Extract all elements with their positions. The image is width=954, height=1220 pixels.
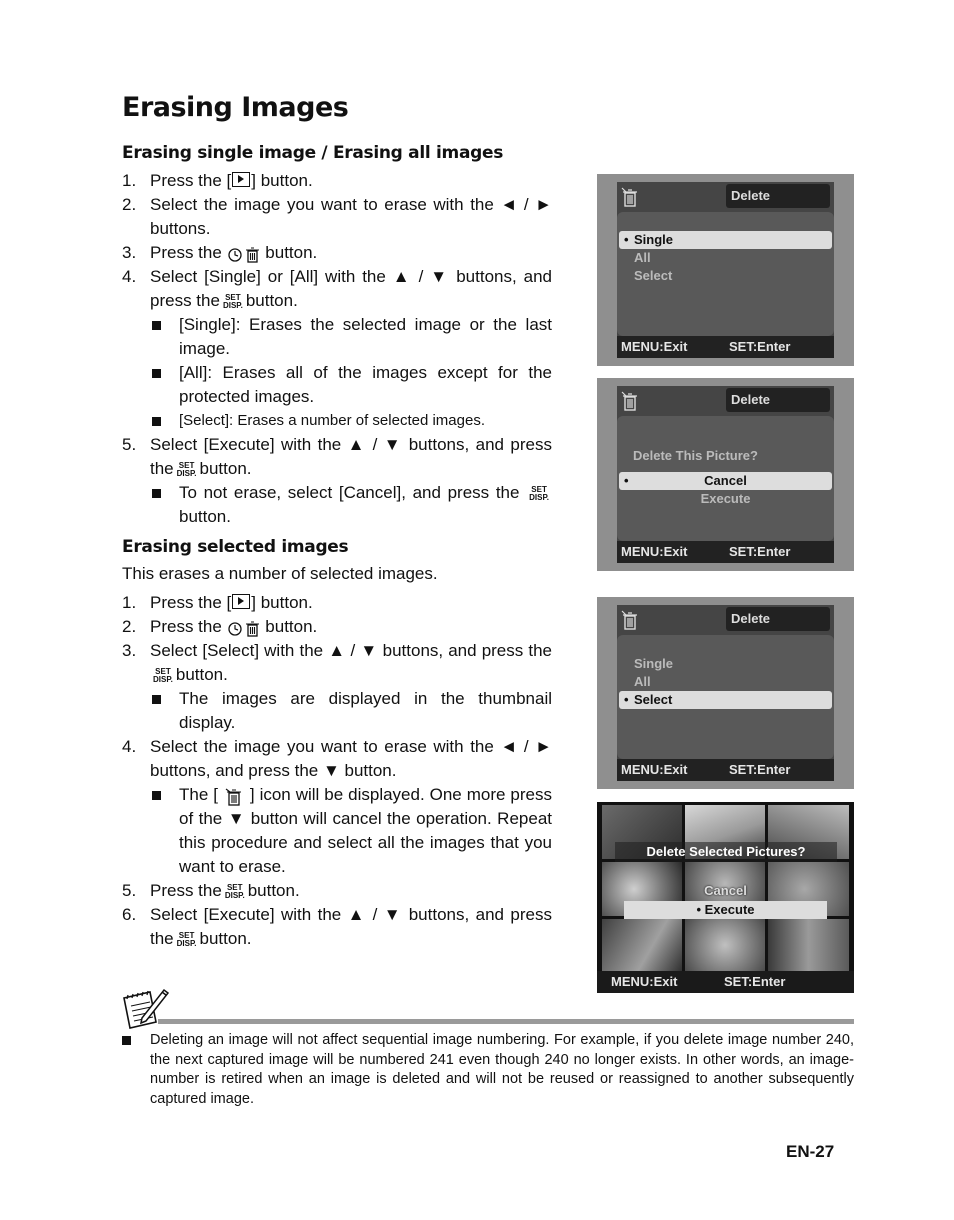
set-disp-icon: SET DISP.	[529, 485, 549, 502]
step-2: 2. Select the image you want to erase with the ◄ / ► buttons.	[122, 195, 552, 238]
set-disp-icon: SET DISP.	[176, 461, 197, 478]
trash-icon	[619, 388, 641, 412]
bullet-select: [Select]: Erases a number of selected images.	[122, 409, 552, 433]
option-single[interactable]: Single	[634, 656, 674, 671]
section-heading-erase-selected: Erasing selected images	[122, 537, 349, 557]
camera-screen-delete-selected-pictures	[597, 802, 854, 993]
options-panel	[617, 212, 834, 336]
set-disp-icon: SET DISP.	[176, 931, 197, 948]
screen-header: Delete	[726, 388, 830, 412]
option-single[interactable]: • Single	[619, 231, 832, 249]
options-panel	[617, 416, 834, 541]
camera-screen-delete-menu-single	[597, 174, 854, 366]
thumbnail-image[interactable]	[685, 919, 765, 971]
step-4: 4. Select [Single] or [All] with the ▲ / ▼ buttons, and press the SET DISP. button.	[122, 267, 552, 310]
self-timer-trash-icon	[227, 245, 261, 263]
set-disp-icon: SET DISP.	[153, 667, 173, 684]
step-5: 5. Press the SET DISP. button.	[122, 881, 300, 900]
step-4: 4. Select the image you want to erase with the ◄ / ► buttons, and press the ▼ button.	[122, 737, 552, 780]
step-6: 6. Select [Execute] with the ▲ / ▼ buttons, and press the SET DISP. button.	[122, 905, 552, 948]
step-3: 3. Select [Select] with the ▲ / ▼ buttons, and press the SET DISP. button.	[122, 641, 552, 684]
thumbnail-image[interactable]	[768, 919, 849, 971]
camera-screen-delete-this-picture	[597, 378, 854, 571]
page-title: Erasing Images	[122, 92, 349, 123]
option-select[interactable]: • Select	[619, 691, 832, 709]
bullet-trash-mark: The [ ] icon will be displayed. One more press of the ▼ button will cancel the operation. Repeat this procedure and select all the images that you want to erase.	[122, 783, 552, 879]
note-pad-pencil-icon	[120, 986, 170, 1032]
step-2: 2. Press the button.	[122, 617, 318, 636]
steps-list-erase-single-all	[122, 169, 552, 529]
playback-icon	[232, 594, 250, 609]
section-heading-erase-single-all: Erasing single image / Erasing all images	[122, 143, 504, 163]
confirm-question: Delete This Picture?	[633, 448, 758, 463]
note-text: Deleting an image will not affect sequential image numbering. For example, if you delete image number 240, the next captured image will be numbered 241 even though 240 no longer exists. In other words, an image-number is retired when an image is deleted and will not be reused or reassigned to another subsequently captured image.	[150, 1032, 854, 1107]
note-divider	[158, 1019, 854, 1024]
screen-footer: MENU:Exit SET:Enter	[617, 759, 834, 781]
steps-list-erase-selected	[122, 591, 552, 951]
screen-footer: MENU:Exit SET:Enter	[597, 971, 854, 993]
playback-icon	[232, 172, 250, 187]
step-1: 1. Press the [ ] button.	[122, 171, 313, 190]
option-execute[interactable]: • Execute	[624, 901, 827, 919]
step-5: 5. Select [Execute] with the ▲ / ▼ buttons, and press the SET DISP. button.	[122, 435, 552, 478]
set-disp-icon: SET DISP.	[222, 293, 243, 310]
thumbnail-image[interactable]	[602, 919, 682, 971]
options-panel	[617, 635, 834, 759]
option-all[interactable]: All	[634, 250, 651, 265]
note-bullet	[122, 1036, 131, 1045]
option-all[interactable]: All	[634, 674, 651, 689]
bullet-cancel: To not erase, select [Cancel], and press the SET DISP. button.	[122, 481, 552, 529]
step-1: 1. Press the [ ] button.	[122, 593, 313, 612]
option-execute[interactable]: Execute	[700, 491, 751, 506]
bullet-single: [Single]: Erases the selected image or the last image.	[122, 313, 552, 361]
self-timer-trash-icon	[227, 619, 261, 637]
screen-header: Delete	[726, 607, 830, 631]
screen-footer: MENU:Exit SET:Enter	[617, 336, 834, 358]
trash-icon	[223, 786, 245, 806]
trash-icon	[619, 607, 641, 631]
bullet-all: [All]: Erases all of the images except for the protected images.	[122, 361, 552, 409]
screen-header: Delete	[726, 184, 830, 208]
step-3: 3. Press the button.	[122, 243, 318, 262]
page-number: EN-27	[786, 1142, 835, 1161]
option-cancel[interactable]: Cancel	[704, 883, 747, 898]
set-disp-icon: SET DISP.	[224, 883, 245, 900]
confirm-question: Delete Selected Pictures?	[615, 842, 837, 862]
option-cancel[interactable]: • Cancel	[619, 472, 832, 490]
screen-footer: MENU:Exit SET:Enter	[617, 541, 834, 563]
camera-screen-delete-menu-select	[597, 597, 854, 789]
trash-icon	[619, 184, 641, 208]
section-intro: This erases a number of selected images.	[122, 564, 438, 583]
option-select[interactable]: Select	[634, 268, 673, 283]
bullet-thumbnail: The images are displayed in the thumbnail display.	[122, 687, 552, 735]
